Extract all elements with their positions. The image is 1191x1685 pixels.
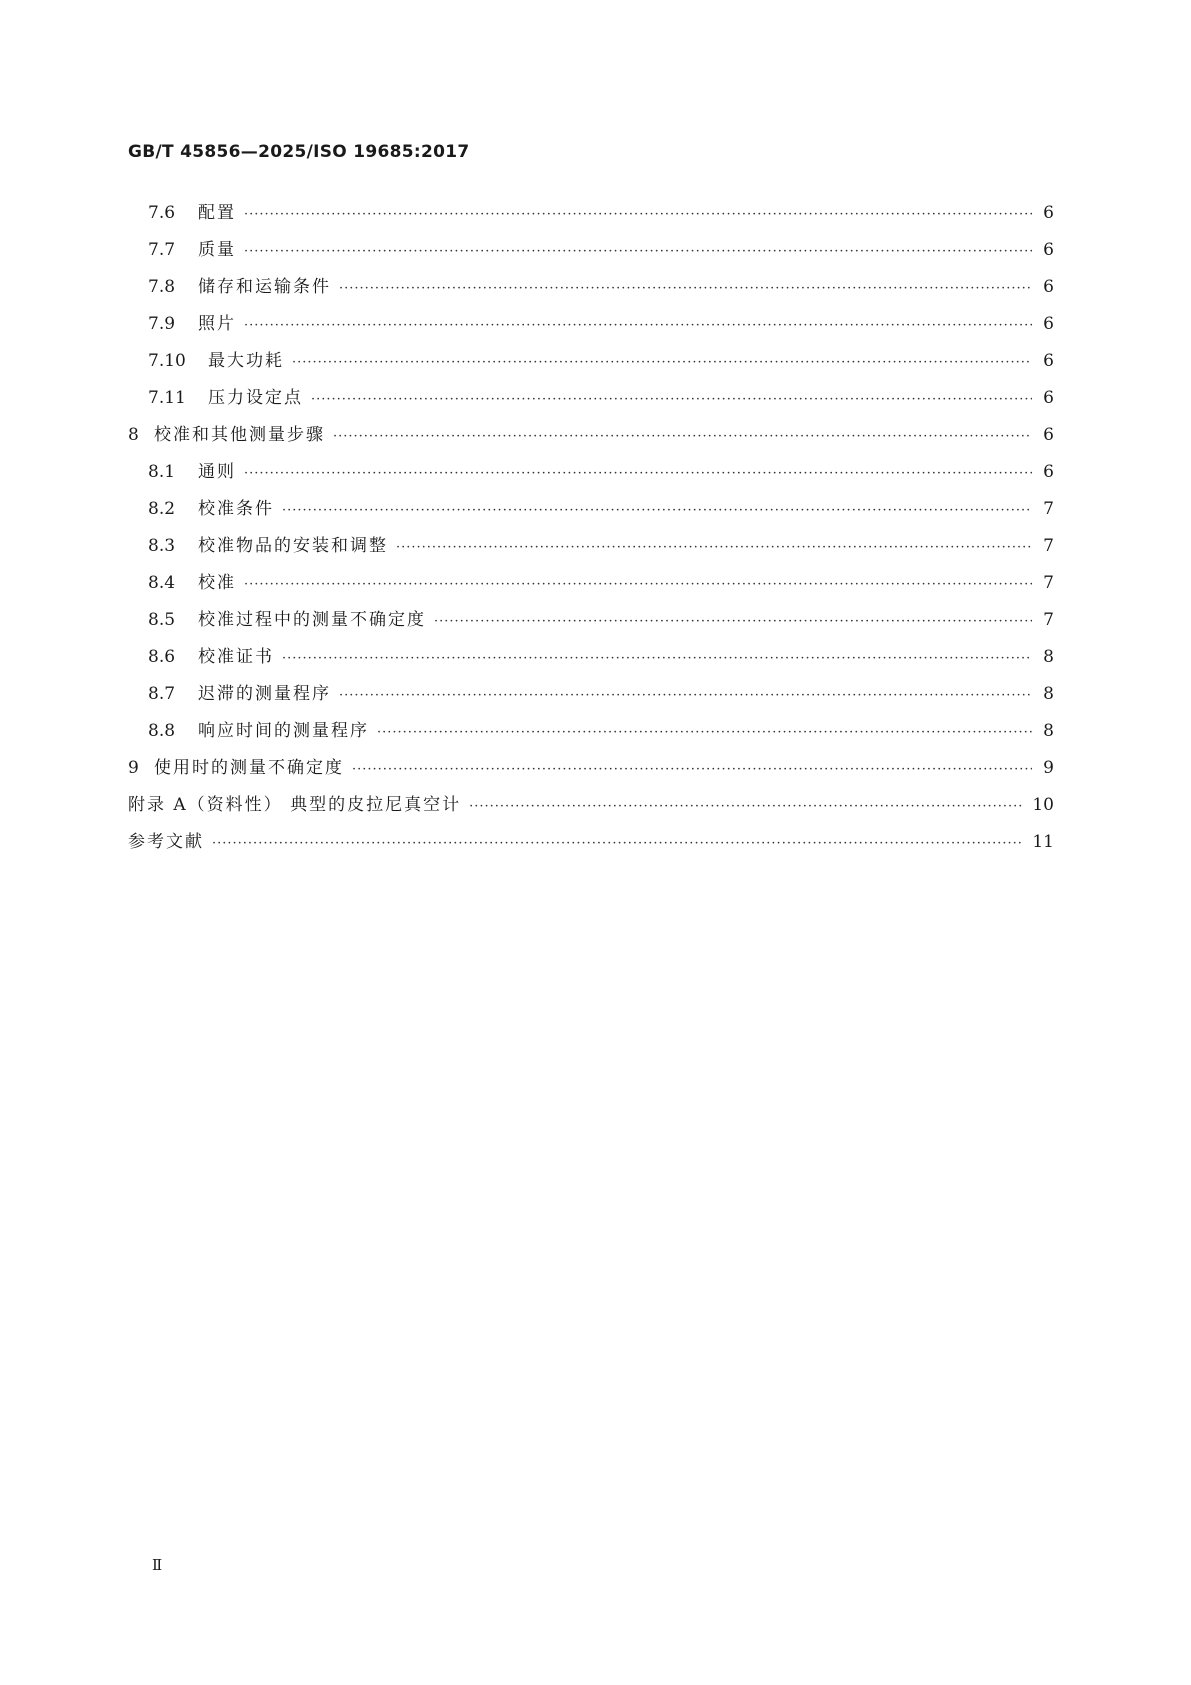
toc-entry-page: 6 — [1043, 351, 1054, 371]
toc-leader-dots — [352, 762, 1032, 777]
toc-entry-title: 储存和运输条件 — [198, 277, 331, 297]
toc-leader-dots — [396, 540, 1032, 555]
toc-leader-dots — [244, 318, 1032, 333]
toc-entry-number: 7.7 — [148, 240, 176, 260]
toc-entry-page: 6 — [1043, 203, 1054, 223]
toc-leader-dots — [311, 392, 1032, 407]
toc-leader-dots — [212, 836, 1024, 851]
toc-entry-7-7[interactable] — [128, 235, 1054, 272]
toc-entry-number: 8.6 — [148, 647, 176, 667]
toc-leader-dots — [377, 725, 1032, 740]
toc-entry-7-9[interactable] — [128, 309, 1054, 346]
toc-entry-8-7[interactable] — [128, 679, 1054, 716]
toc-entry-8-2[interactable] — [128, 494, 1054, 531]
toc-entry-page: 6 — [1043, 314, 1054, 334]
toc-entry-number: 8 — [128, 425, 139, 445]
toc-entry-7-8[interactable] — [128, 272, 1054, 309]
toc-leader-dots — [339, 688, 1032, 703]
toc-entry-number: 8.1 — [148, 462, 176, 482]
toc-entry-page: 7 — [1043, 610, 1054, 630]
toc-entry-number: 8.5 — [148, 610, 176, 630]
toc-entry-title: 最大功耗 — [208, 351, 284, 371]
toc-entry-page: 8 — [1043, 721, 1054, 741]
toc-entry-number: 8.2 — [148, 499, 176, 519]
toc-entry-title: 使用时的测量不确定度 — [154, 758, 344, 778]
toc-entry-8-4[interactable] — [128, 568, 1054, 605]
toc-entry-8-6[interactable] — [128, 642, 1054, 679]
toc-entry-number: 8.3 — [148, 536, 176, 556]
standard-code-header: GB/T 45856—2025/ISO 19685:2017 — [128, 142, 470, 162]
toc-entry-number: 7.10 — [148, 351, 186, 371]
toc-entry-page: 6 — [1043, 462, 1054, 482]
toc-leader-dots — [282, 503, 1032, 518]
toc-entry-title: 校准和其他测量步骤 — [154, 425, 325, 445]
toc-leader-dots — [469, 799, 1024, 814]
toc-entry-title: 通则 — [198, 462, 236, 482]
toc-entry-title: 响应时间的测量程序 — [198, 721, 369, 741]
toc-entry-8-3[interactable] — [128, 531, 1054, 568]
toc-entry-8-8[interactable] — [128, 716, 1054, 753]
toc-entry-title: 参考文献 — [128, 832, 204, 852]
toc-entry-page: 6 — [1043, 425, 1054, 445]
toc-entry-7-6[interactable] — [128, 198, 1054, 235]
toc-entry-appendix-a[interactable] — [128, 790, 1054, 827]
toc-entry-page: 6 — [1043, 240, 1054, 260]
toc-entry-9[interactable] — [128, 753, 1054, 790]
toc-entry-title: 质量 — [198, 240, 236, 260]
toc-entry-7-11[interactable] — [128, 383, 1054, 420]
toc-leader-dots — [339, 281, 1032, 296]
toc-entry-page: 7 — [1043, 536, 1054, 556]
toc-entry-title: 校准 — [198, 573, 236, 593]
toc-leader-dots — [244, 577, 1032, 592]
toc-entry-number: 8.7 — [148, 684, 176, 704]
toc-entry-title: 压力设定点 — [208, 388, 303, 408]
toc-entry-title: 附录 A（资料性） 典型的皮拉尼真空计 — [128, 795, 462, 815]
toc-entry-title: 校准证书 — [198, 647, 274, 667]
toc-entry-title: 校准条件 — [198, 499, 274, 519]
toc-leader-dots — [244, 207, 1032, 222]
toc-entry-page: 11 — [1032, 832, 1054, 852]
toc-entry-page: 7 — [1043, 499, 1054, 519]
toc-entry-number: 8.8 — [148, 721, 176, 741]
toc-entry-title: 校准物品的安装和调整 — [198, 536, 388, 556]
toc-leader-dots — [333, 429, 1032, 444]
toc-entry-title: 迟滞的测量程序 — [198, 684, 331, 704]
page-number-footer: Ⅱ — [152, 1556, 163, 1574]
toc-entry-page: 9 — [1043, 758, 1054, 778]
toc-leader-dots — [282, 651, 1032, 666]
toc-entry-number: 7.6 — [148, 203, 176, 223]
toc-entry-title: 校准过程中的测量不确定度 — [198, 610, 426, 630]
toc-entry-number: 7.9 — [148, 314, 176, 334]
table-of-contents — [128, 198, 1054, 864]
toc-entry-number: 7.11 — [148, 388, 186, 408]
toc-entry-page: 7 — [1043, 573, 1054, 593]
toc-entry-page: 10 — [1032, 795, 1054, 815]
toc-entry-page: 8 — [1043, 684, 1054, 704]
toc-entry-number: 8.4 — [148, 573, 176, 593]
toc-entry-number: 9 — [128, 758, 139, 778]
toc-entry-7-10[interactable] — [128, 346, 1054, 383]
toc-leader-dots — [244, 466, 1032, 481]
toc-leader-dots — [244, 244, 1032, 259]
toc-entry-page: 8 — [1043, 647, 1054, 667]
toc-entry-8-1[interactable] — [128, 457, 1054, 494]
toc-entry-page: 6 — [1043, 388, 1054, 408]
toc-leader-dots — [434, 614, 1032, 629]
toc-entry-8[interactable] — [128, 420, 1054, 457]
toc-entry-page: 6 — [1043, 277, 1054, 297]
toc-entry-title: 配置 — [198, 203, 236, 223]
toc-entry-8-5[interactable] — [128, 605, 1054, 642]
toc-entry-number: 7.8 — [148, 277, 176, 297]
toc-entry-bibliography[interactable] — [128, 827, 1054, 864]
toc-leader-dots — [292, 355, 1032, 370]
toc-entry-title: 照片 — [198, 314, 236, 334]
